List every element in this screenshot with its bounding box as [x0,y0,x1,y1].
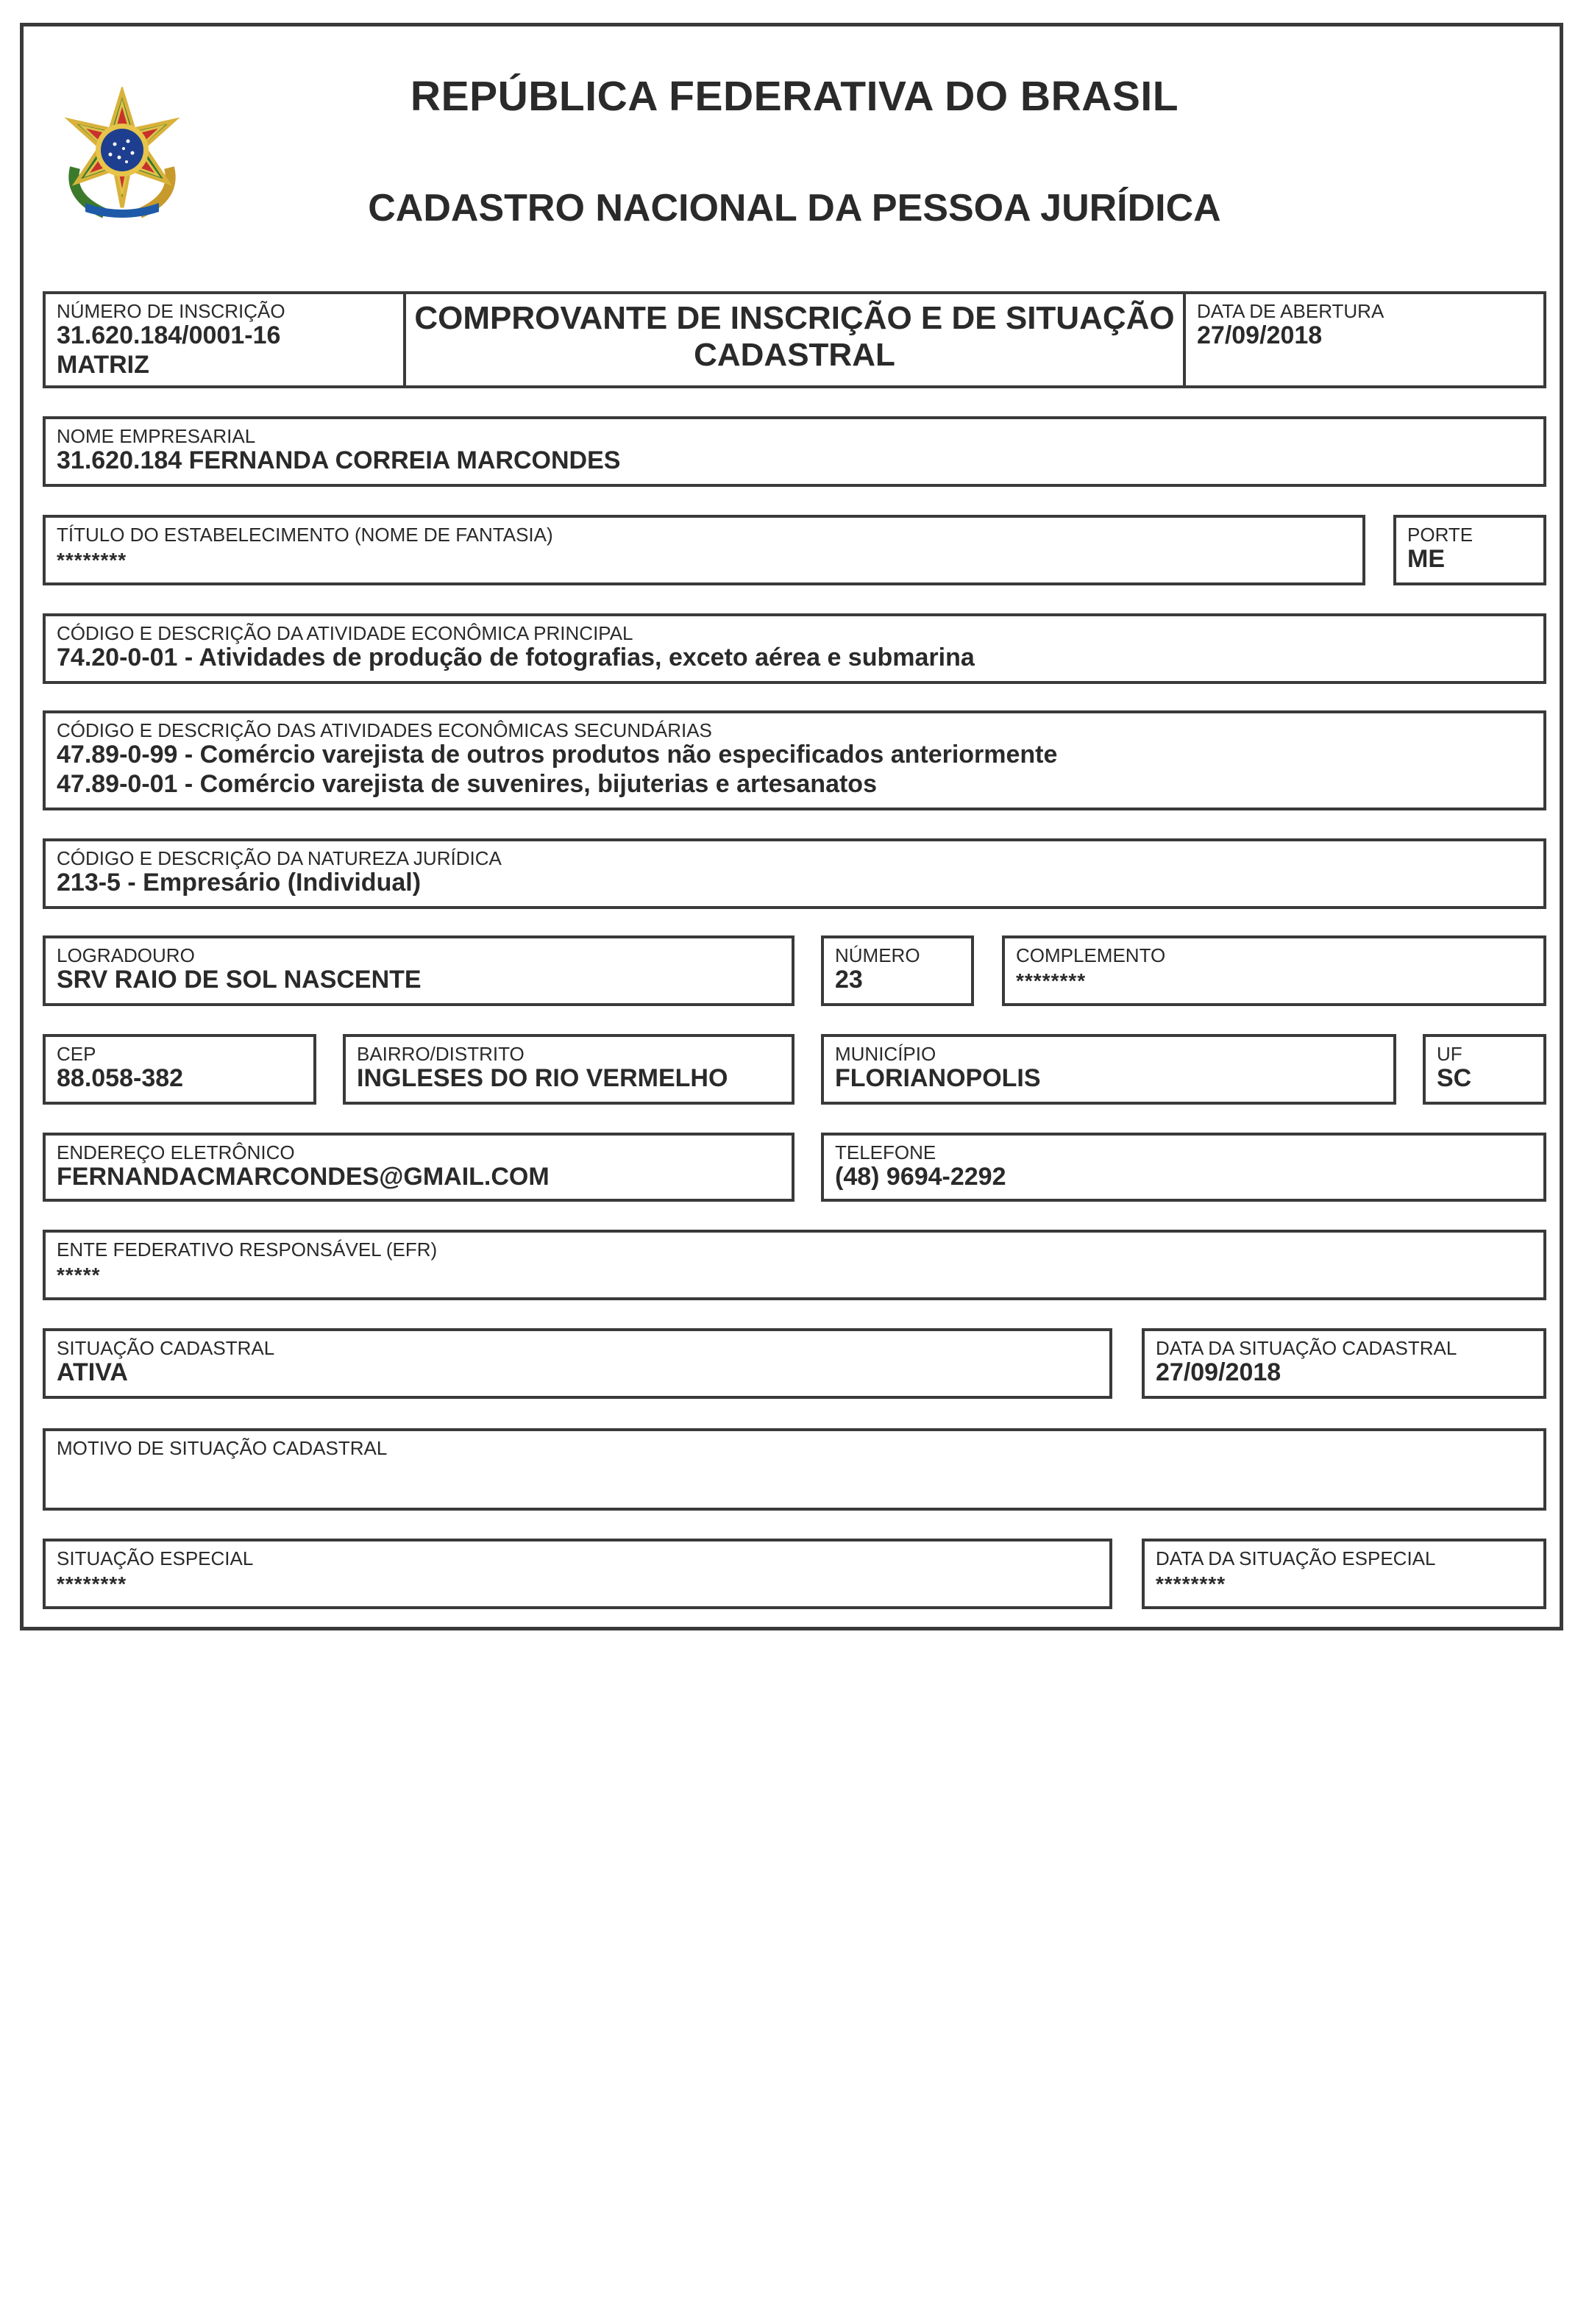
situacao-especial-box [43,1539,1112,1609]
complemento-label: COMPLEMENTO [1016,944,1166,966]
titulo-value: ******** [57,549,127,571]
email-box [43,1133,794,1202]
nome-empresarial-label: NOME EMPRESARIAL [57,425,256,447]
atividade-secundaria-item: 47.89-0-99 - Comércio varejista de outros produtos não especificados anteriormente [57,741,1058,769]
document-title-line1: COMPROVANTE DE INSCRIÇÃO E DE SITUAÇÃO [414,300,1175,336]
nome-empresarial-value: 31.620.184 FERNANDA CORREIA MARCONDES [57,446,621,474]
cep-label: CEP [57,1043,96,1065]
uf-value: SC [1437,1064,1472,1092]
cep-value: 88.058-382 [57,1064,184,1092]
situacao-especial-label: SITUAÇÃO ESPECIAL [57,1547,254,1569]
numero-label: NÚMERO [835,944,920,966]
data-situacao-especial-label: DATA DA SITUAÇÃO ESPECIAL [1156,1547,1436,1569]
bairro-label: BAIRRO/DISTRITO [357,1043,525,1065]
registry-heading: CADASTRO NACIONAL DA PESSOA JURÍDICA [368,187,1221,229]
motivo-box [43,1428,1546,1511]
abertura-label: DATA DE ABERTURA [1197,300,1384,322]
municipio-label: MUNICÍPIO [835,1043,936,1065]
situacao-especial-value: ******** [57,1572,127,1595]
efr-label: ENTE FEDERATIVO RESPONSÁVEL (EFR) [57,1238,438,1261]
municipio-value: FLORIANOPOLIS [835,1064,1041,1092]
country-heading: REPÚBLICA FEDERATIVA DO BRASIL [410,73,1179,120]
data-situacao-value: 27/09/2018 [1156,1358,1281,1386]
situacao-label: SITUAÇÃO CADASTRAL [57,1337,275,1359]
municipio-box [821,1034,1396,1105]
cep-box [43,1034,316,1105]
situacao-value: ATIVA [57,1358,128,1386]
data-situacao-especial-value: ******** [1156,1572,1226,1595]
document-title [406,300,1183,374]
data-situacao-label: DATA DA SITUAÇÃO CADASTRAL [1156,1337,1457,1359]
abertura-value: 27/09/2018 [1197,321,1323,349]
numero-box [821,935,974,1006]
atividade-principal-label: CÓDIGO E DESCRIÇÃO DA ATIVIDADE ECONÔMICA PRINCIPAL [57,622,633,644]
inscricao-number: 31.620.184/0001-16 [57,321,281,349]
porte-label: PORTE [1407,524,1474,546]
inscricao-label: NÚMERO DE INSCRIÇÃO [57,300,285,322]
titulo-label: TÍTULO DO ESTABELECIMENTO (NOME DE FANTASIA) [57,524,553,546]
inscricao-type: MATRIZ [57,351,149,379]
situacao-box [43,1328,1112,1399]
email-value: FERNANDACMARCONDES@GMAIL.COM [57,1163,550,1191]
document-title-line2: CADASTRAL [694,337,895,373]
inscricao-box [43,291,406,388]
uf-box [1423,1034,1546,1105]
nome-empresarial-box [43,416,1546,487]
logradouro-value: SRV RAIO DE SOL NASCENTE [57,966,422,994]
email-label: ENDEREÇO ELETRÔNICO [57,1141,295,1163]
atividades-secundarias-label: CÓDIGO E DESCRIÇÃO DAS ATIVIDADES ECONÔMICAS SECUNDÁRIAS [57,719,712,741]
atividade-principal-box [43,613,1546,684]
uf-label: UF [1437,1043,1462,1065]
efr-value: ***** [57,1263,101,1286]
porte-value: ME [1407,545,1445,573]
telefone-value: (48) 9694-2292 [835,1163,1006,1191]
bairro-value: INGLESES DO RIO VERMELHO [357,1064,728,1092]
logradouro-label: LOGRADOURO [57,944,195,966]
motivo-label: MOTIVO DE SITUAÇÃO CADASTRAL [57,1437,388,1459]
atividades-secundarias-box [43,710,1546,810]
document-title-box [403,291,1186,388]
numero-value: 23 [835,966,863,994]
telefone-box [821,1133,1546,1202]
efr-box [43,1230,1546,1300]
data-situacao-box [1142,1328,1546,1399]
porte-box [1393,515,1546,585]
telefone-label: TELEFONE [835,1141,936,1163]
logradouro-box [43,935,794,1006]
atividade-secundaria-item: 47.89-0-01 - Comércio varejista de suvenires, bijuterias e artesanatos [57,770,877,798]
abertura-box [1183,291,1546,388]
complemento-value: ******** [1016,969,1087,992]
titulo-box [43,515,1365,585]
atividade-principal-value: 74.20-0-01 - Atividades de produção de fotografias, exceto aérea e submarina [57,644,975,671]
complemento-box [1002,935,1546,1006]
natureza-juridica-label: CÓDIGO E DESCRIÇÃO DA NATUREZA JURÍDICA [57,847,502,869]
natureza-juridica-box [43,838,1546,909]
data-situacao-especial-box [1142,1539,1546,1609]
bairro-box [343,1034,794,1105]
natureza-juridica-value: 213-5 - Empresário (Individual) [57,869,422,897]
